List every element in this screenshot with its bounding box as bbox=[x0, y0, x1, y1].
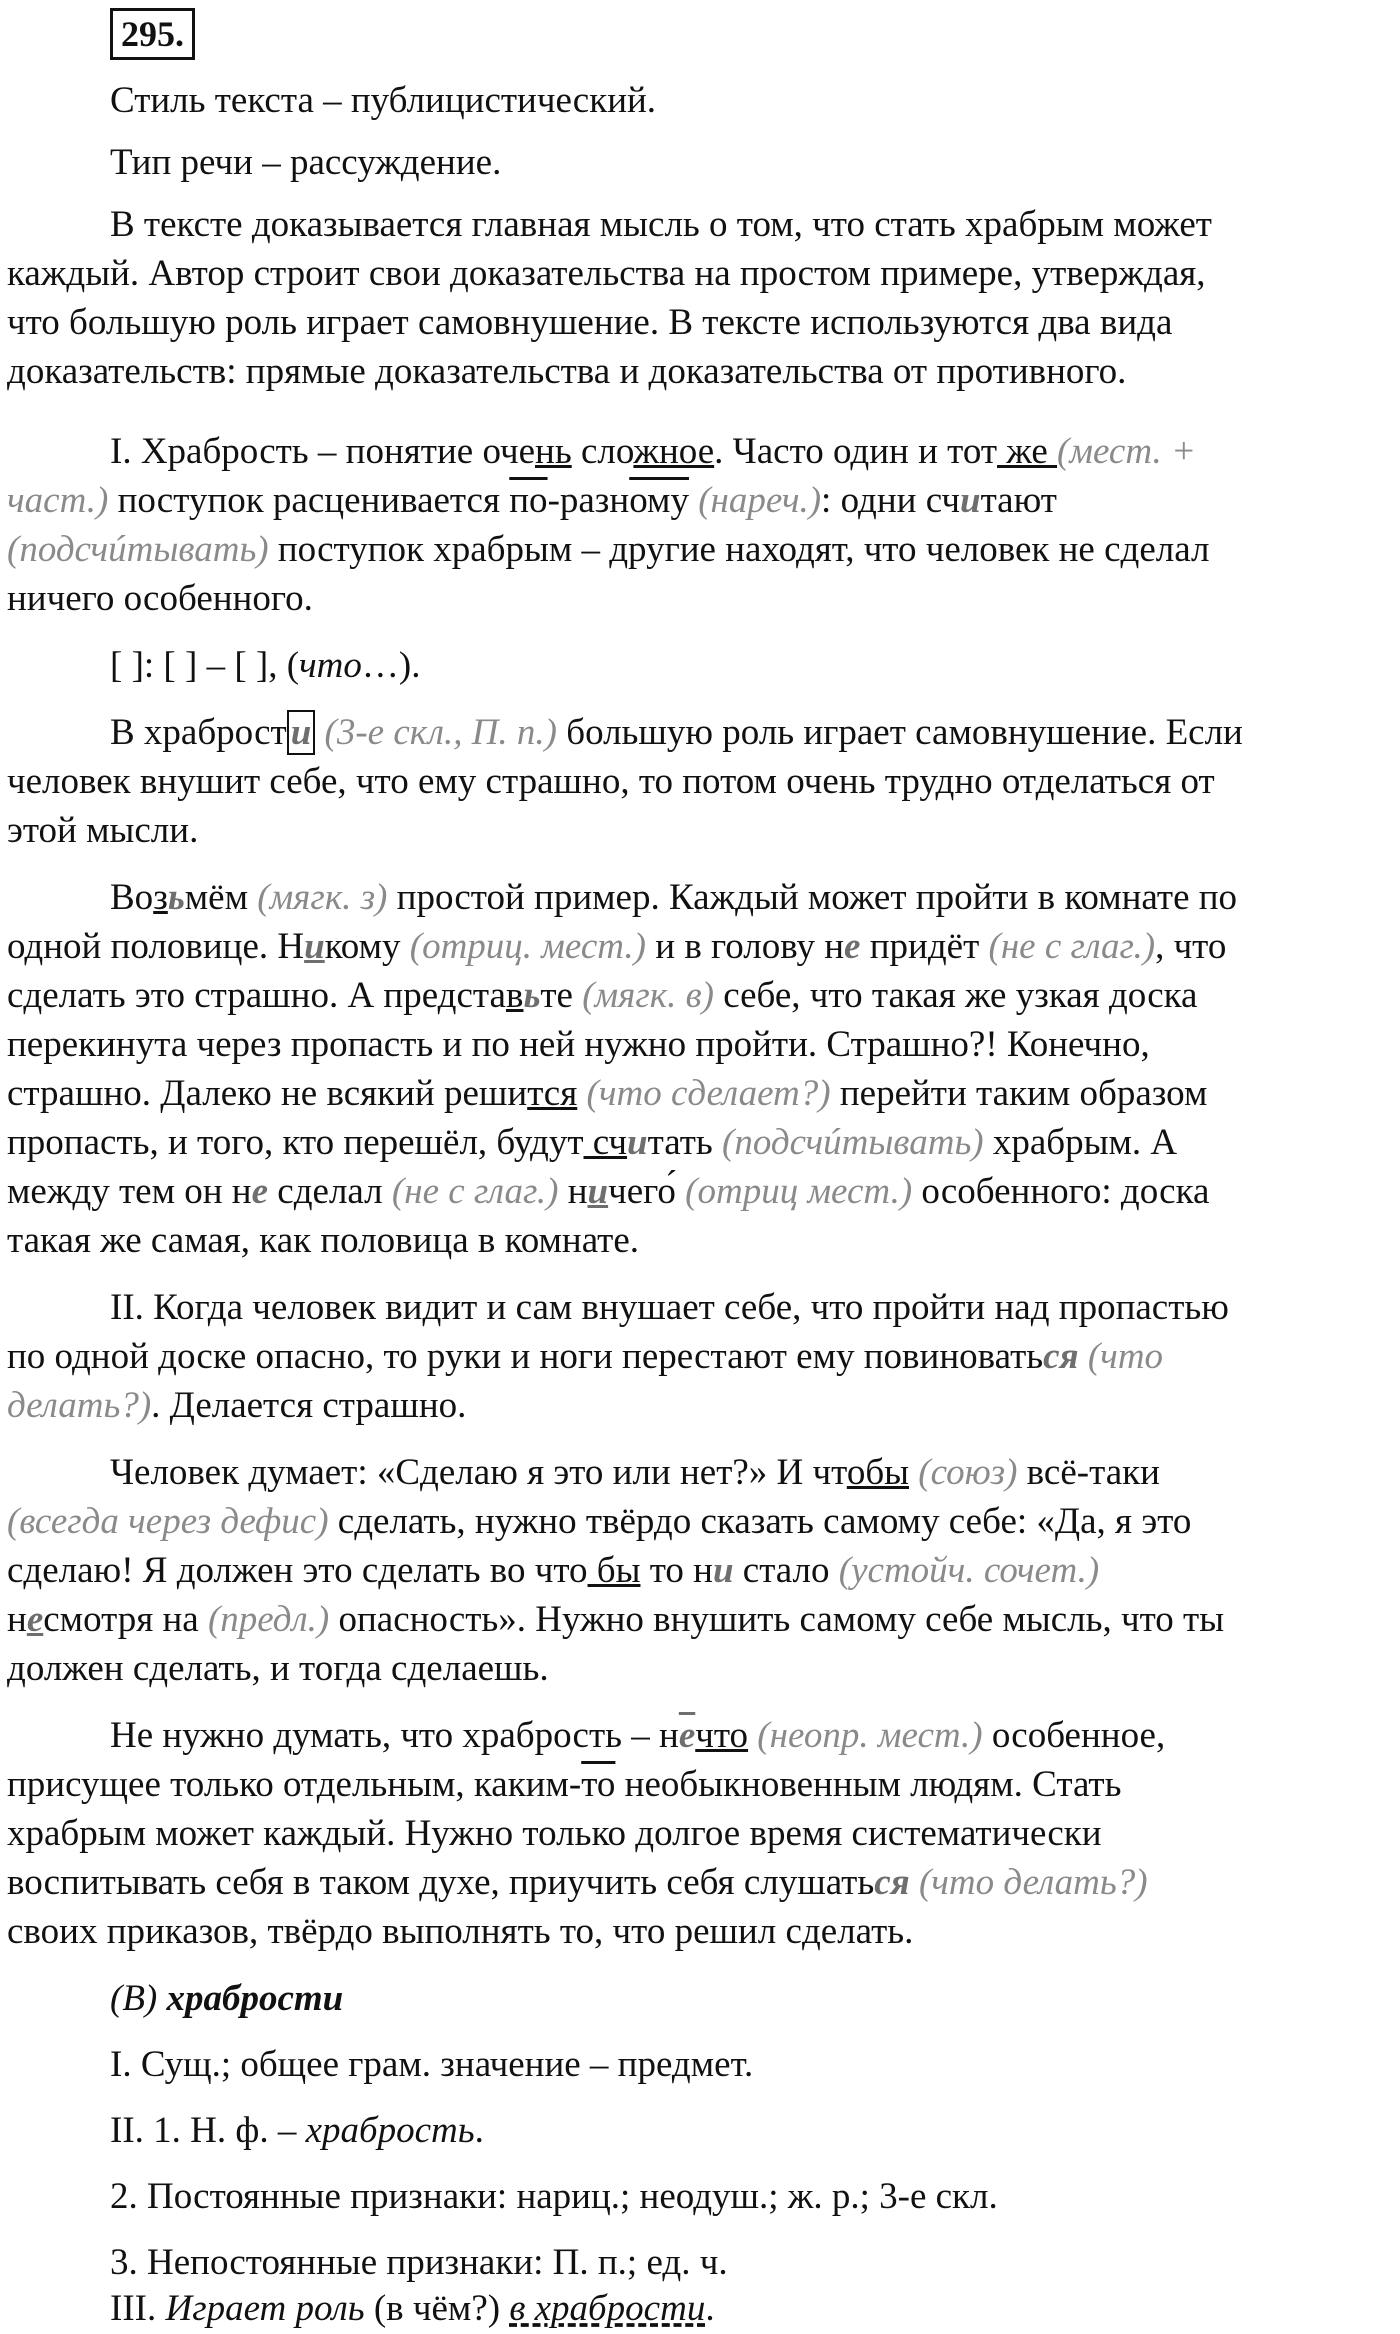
p5-line-2: (всегда через дефис) сделать, нужно твёрдо сказать самому себе: «Да, я это bbox=[7, 1501, 1192, 1542]
intro-line-1: В тексте доказывается главная мысль о том, что стать храбрым может bbox=[110, 204, 1212, 245]
p4-line-3: делать?). Делается страшно. bbox=[7, 1385, 467, 1426]
analysis-title: (В) храбрости bbox=[110, 1978, 344, 2019]
p3-line-8: такая же самая, как половица в комнате. bbox=[7, 1220, 640, 1261]
analysis-part-2-3: 3. Непостоянные признаки: П. п.; ед. ч. bbox=[110, 2242, 728, 2283]
p3-line-5: страшно. Далеко не всякий решится (что сделает?) перейти таким образом bbox=[7, 1073, 1208, 1114]
sentence-scheme: [ ]: [ ] – [ ], (что…). bbox=[110, 645, 421, 686]
p5-line-3: сделаю! Я должен это сделать во что бы то ни стало (устойч. сочет.) bbox=[7, 1550, 1100, 1591]
p1-line-4: ничего особенного. bbox=[7, 578, 313, 619]
p2-line-2: человек внушит себе, что ему страшно, то потом очень трудно отделаться от bbox=[7, 761, 1215, 802]
p6-line-1: Не нужно думать, что храбрость – нечто (неопр. мест.) особенное, bbox=[110, 1715, 1166, 1756]
analysis-part-1: I. Сущ.; общее грам. значение – предмет. bbox=[110, 2044, 754, 2085]
analysis-part-2-2: 2. Постоянные признаки: нариц.; неодуш.; ж. р.; 3-е скл. bbox=[110, 2176, 998, 2217]
p6-line-2: присущее только отдельным, каким-то необыкновенным людям. Стать bbox=[7, 1764, 1122, 1805]
intro-line-2: каждый. Автор строит свои доказательства на простом примере, утверждая, bbox=[7, 253, 1206, 294]
type-line: Тип речи – рассуждение. bbox=[110, 142, 502, 183]
p6-line-3: храбрым может каждый. Нужно только долгое время систематически bbox=[7, 1813, 1102, 1854]
intro-line-4: доказательств: прямые доказательства и доказательства от противного. bbox=[7, 351, 1127, 392]
p1-line-2: част.) поступок расценивается по-разному (нареч.): одни считают bbox=[7, 480, 1057, 521]
p1-line-1: I. Храбрость – понятие очень сложное. Часто один и тот же (мест. + bbox=[110, 431, 1196, 472]
p3-line-2: одной половице. Никому (отриц. мест.) и в голову не придёт (не с глаг.), что bbox=[7, 926, 1227, 967]
p3-line-7: между тем он не сделал (не с глаг.) ничего́ (отриц мест.) особенного: доска bbox=[7, 1171, 1210, 1212]
analysis-part-2-1: II. 1. Н. ф. – храбрость. bbox=[110, 2110, 484, 2151]
p3-line-4: перекинута через пропасть и по ней нужно пройти. Страшно?! Конечно, bbox=[7, 1024, 1150, 1065]
p6-line-4: воспитывать себя в таком духе, приучить себя слушаться (что делать?) bbox=[7, 1862, 1148, 1903]
p4-line-1: II. Когда человек видит и сам внушает себе, что пройти над пропастью bbox=[110, 1287, 1229, 1328]
p1-line-3: (подсчúтывать) поступок храбрым – другие находят, что человек не сделал bbox=[7, 529, 1210, 570]
p2-line-3: этой мысли. bbox=[7, 810, 199, 851]
p2-line-1: В храброст и (3-е скл., П. п.) большую роль играет самовнушение. Если bbox=[110, 712, 1243, 753]
p5-line-4: несмотря на (предл.) опасность». Нужно внушить самому себе мысль, что ты bbox=[7, 1599, 1225, 1640]
exercise-number: 295. bbox=[110, 8, 195, 60]
p4-line-2: по одной доске опасно, то руки и ноги перестают ему повиноваться (что bbox=[7, 1336, 1164, 1377]
p5-line-5: должен сделать, и тогда сделаешь. bbox=[7, 1648, 549, 1689]
p3-line-1: Возьмём (мягк. з) простой пример. Каждый может пройти в комнате по bbox=[110, 877, 1238, 918]
analysis-part-3: III. Играет роль (в чём?) в храбрости. bbox=[110, 2288, 715, 2329]
intro-line-3: что большую роль играет самовнушение. В тексте используются два вида bbox=[7, 302, 1173, 343]
p3-line-3: сделать это страшно. А представьте (мягк. в) себе, что такая же узкая доска bbox=[7, 975, 1198, 1016]
style-line: Стиль текста – публицистический. bbox=[110, 80, 657, 121]
p5-line-1: Человек думает: «Сделаю я это или нет?» И чтобы (союз) всё-таки bbox=[110, 1452, 1160, 1493]
p6-line-5: своих приказов, твёрдо выполнять то, что решил сделать. bbox=[7, 1911, 914, 1952]
p3-line-6: пропасть, и того, кто перешёл, будут считать (подсчúтывать) храбрым. А bbox=[7, 1122, 1178, 1163]
